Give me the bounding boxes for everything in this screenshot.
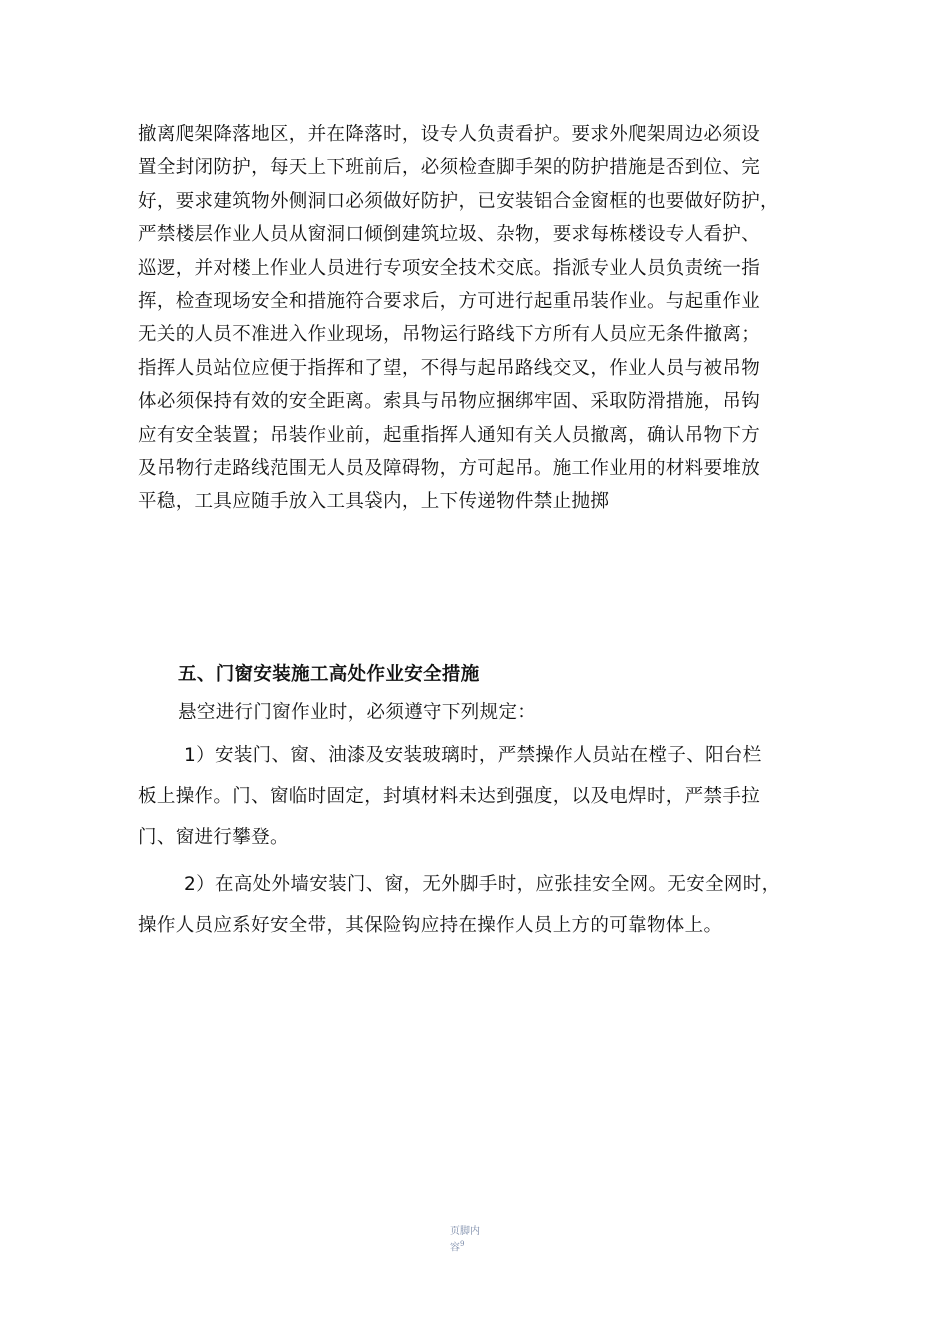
page-number: 9 bbox=[460, 1240, 465, 1248]
text-line: 撤离爬架降落地区，并在降落时，设专人负责看护。要求外爬架周边必须设 bbox=[138, 124, 761, 145]
text-line: 指挥人员站位应便于指挥和了望，不得与起吊路线交叉，作业人员与被吊物 bbox=[138, 357, 761, 379]
text-line: 置全封闭防护，每天上下班前后，必须检查脚手架的防护措施是否到位、完 bbox=[138, 157, 761, 179]
text-line: 及吊物行走路线范围无人员及障碍物，方可起吊。施工作业用的材料要堆放 bbox=[138, 457, 761, 479]
section-heading: 五、门窗安装施工高处作业安全措施 bbox=[178, 664, 480, 685]
text-line: 平稳，工具应随手放入工具袋内，上下传递物件禁止抛掷 bbox=[138, 491, 610, 513]
text-line: 挥，检查现场安全和措施符合要求后，方可进行起重吊装作业。与起重作业 bbox=[138, 290, 761, 312]
text-line: 2）在高处外墙安装门、窗，无外脚手时，应张挂安全网。无安全网时， bbox=[184, 874, 781, 895]
text-line: 好，要求建筑物外侧洞口必须做好防护，已安装铝合金窗框的也要做好防护， bbox=[138, 190, 779, 212]
text-line: 无关的人员不准进入作业现场，吊物运行路线下方所有人员应无条件撤离； bbox=[138, 324, 761, 346]
text-line: 门、窗进行攀登。 bbox=[138, 827, 289, 848]
section-intro: 悬空进行门窗作业时，必须遵守下列规定： bbox=[178, 702, 537, 723]
text-line: 操作人员应系好安全带，其保险钩应持在操作人员上方的可靠物体上。 bbox=[138, 915, 723, 936]
footer-text-line2 bbox=[450, 1238, 500, 1254]
footer-text-end: 容 bbox=[450, 1242, 460, 1254]
page-footer bbox=[450, 1226, 500, 1254]
list-item bbox=[138, 864, 828, 946]
text-line: 巡逻，并对楼上作业人员进行专项安全技术交底。指派专业人员负责统一指 bbox=[138, 257, 761, 279]
list-item bbox=[138, 735, 828, 858]
paragraph-safety-measures bbox=[138, 118, 828, 519]
text-line: 严禁楼层作业人员从窗洞口倾倒建筑垃圾、杂物，要求每栋楼设专人看护、 bbox=[138, 224, 761, 246]
text-line: 应有安全装置；吊装作业前，起重指挥人通知有关人员撤离，确认吊物下方 bbox=[138, 424, 761, 446]
text-line: 板上操作。门、窗临时固定，封填材料未达到强度，以及电焊时，严禁手拉 bbox=[138, 786, 761, 807]
text-line: 体必须保持有效的安全距离。索具与吊物应捆绑牢固、采取防滑措施，吊钩 bbox=[138, 391, 761, 413]
footer-text: 页脚内 bbox=[450, 1226, 480, 1237]
text-line: 1）安装门、窗、油漆及安装玻璃时，严禁操作人员站在樘子、阳台栏 bbox=[184, 745, 762, 766]
